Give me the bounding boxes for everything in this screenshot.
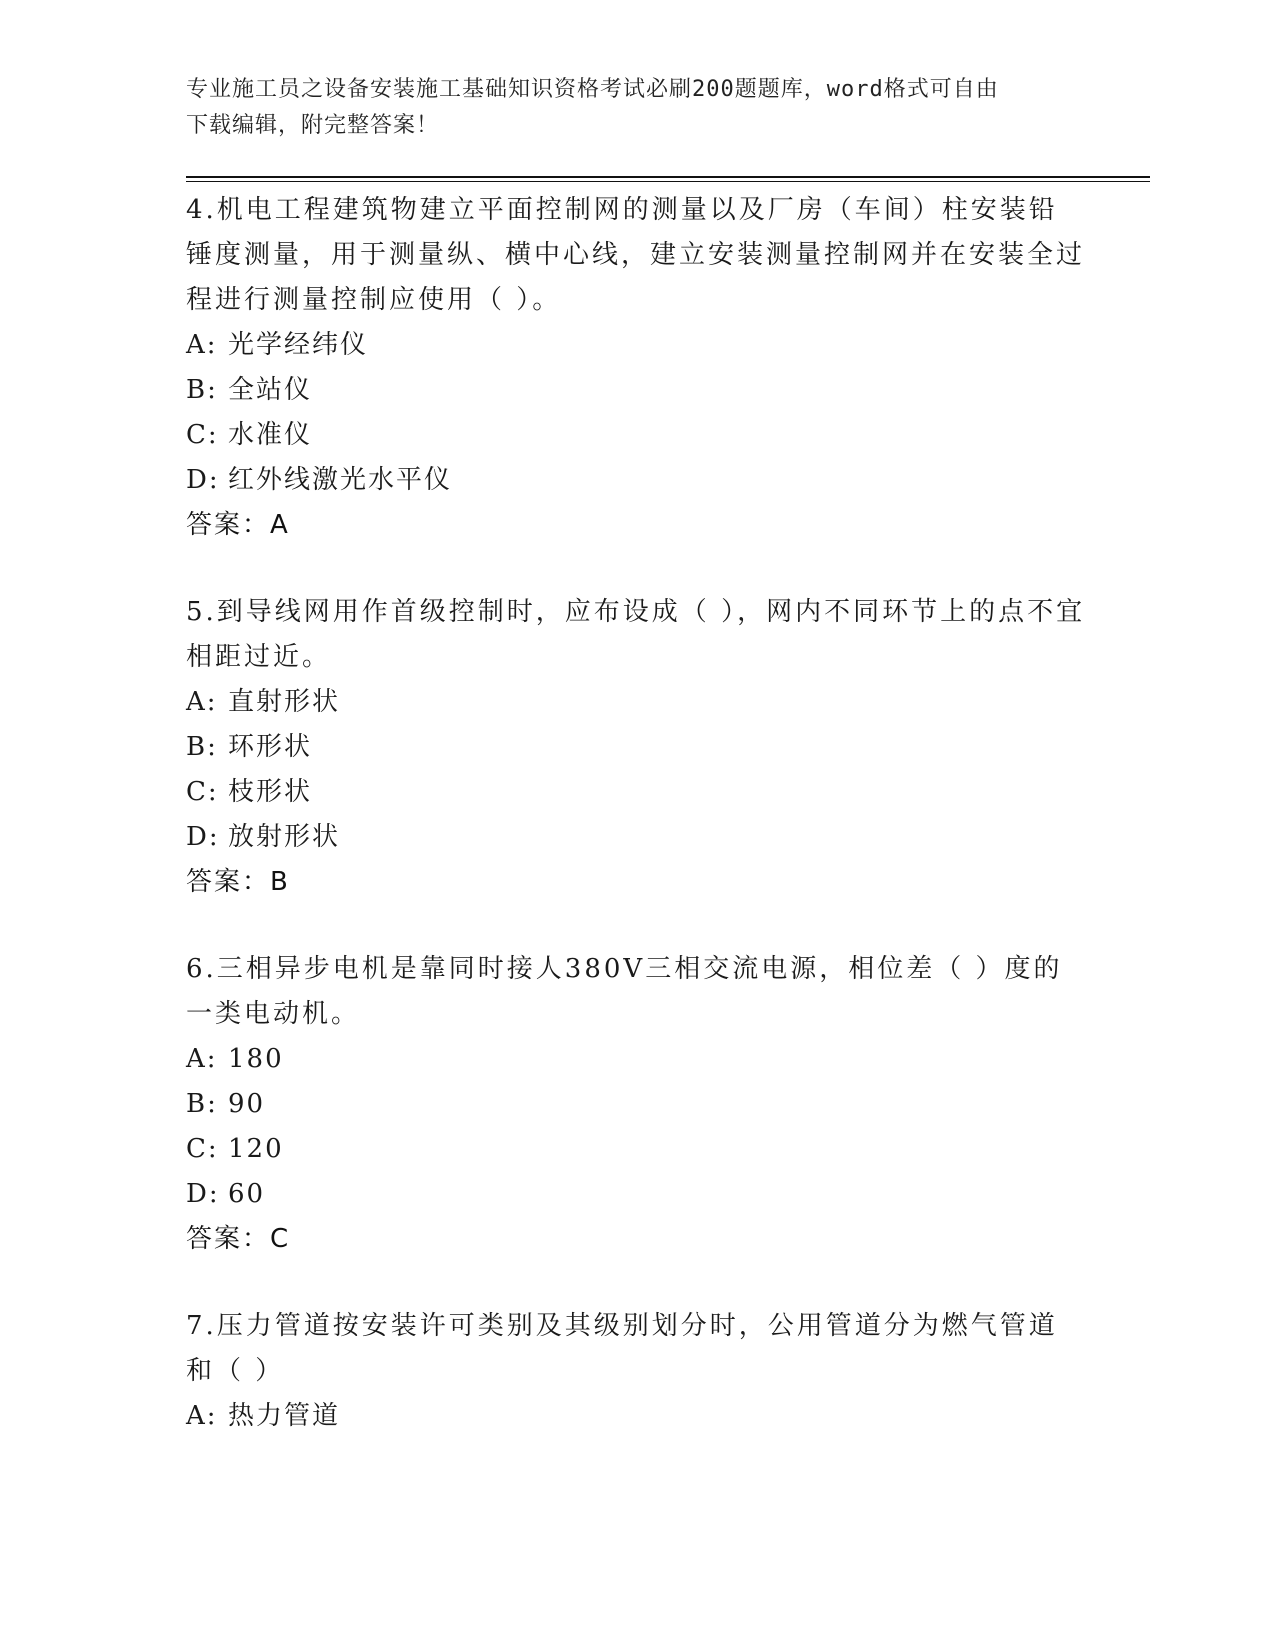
option-label: C: bbox=[186, 420, 219, 450]
option-text: 全站仪 bbox=[228, 375, 313, 405]
option-b bbox=[186, 1082, 1086, 1127]
option-label: D: bbox=[186, 1179, 220, 1209]
option-text: 红外线激光水平仪 bbox=[228, 465, 453, 495]
option-a bbox=[186, 680, 1086, 725]
option-text: 直射形状 bbox=[228, 687, 341, 717]
answer-line: 答案：A bbox=[186, 510, 290, 540]
option-label: B: bbox=[186, 375, 218, 405]
option-d bbox=[186, 815, 1086, 860]
question-5 bbox=[186, 590, 1086, 905]
option-text: 枝形状 bbox=[228, 777, 313, 807]
option-text: 热力管道 bbox=[228, 1401, 341, 1431]
header-line-2: 下载编辑，附完整答案！ bbox=[186, 113, 440, 138]
option-text: 180 bbox=[228, 1044, 284, 1074]
option-c bbox=[186, 1127, 1086, 1172]
option-a bbox=[186, 1394, 1086, 1439]
answer-line: 答案：C bbox=[186, 1224, 291, 1254]
question-6 bbox=[186, 947, 1086, 1262]
option-label: D: bbox=[186, 465, 220, 495]
option-label: C: bbox=[186, 777, 219, 807]
option-label: A: bbox=[186, 1044, 218, 1074]
option-text: 水准仪 bbox=[228, 420, 313, 450]
question-stem: 7.压力管道按安装许可类别及其级别划分时，公用管道分为燃气管道和（ ） bbox=[186, 1311, 1058, 1386]
option-label: D: bbox=[186, 822, 220, 852]
option-label: B: bbox=[186, 1089, 218, 1119]
option-c bbox=[186, 770, 1086, 815]
question-7 bbox=[186, 1304, 1086, 1439]
header-divider-thin bbox=[186, 181, 1150, 182]
option-text: 90 bbox=[228, 1089, 266, 1119]
document-header bbox=[186, 72, 1066, 144]
header-divider-thick bbox=[186, 176, 1150, 178]
option-b bbox=[186, 725, 1086, 770]
answer-line: 答案：B bbox=[186, 867, 290, 897]
option-text: 60 bbox=[228, 1179, 266, 1209]
option-text: 放射形状 bbox=[228, 822, 341, 852]
question-stem: 6.三相异步电机是靠同时接人380V三相交流电源，相位差（ ）度的一类电动机。 bbox=[186, 954, 1063, 1029]
question-stem: 4.机电工程建筑物建立平面控制网的测量以及厂房（车间）柱安装铅锤度测量，用于测量纵、横中心线，建立安装测量控制网并在安装全过程进行测量控制应使用（ ）。 bbox=[186, 195, 1086, 315]
option-a bbox=[186, 323, 1086, 368]
option-a bbox=[186, 1037, 1086, 1082]
question-stem: 5.到导线网用作首级控制时，应布设成（ ），网内不同环节上的点不宜相距过近。 bbox=[186, 597, 1086, 672]
question-list bbox=[186, 188, 1086, 1481]
option-label: A: bbox=[186, 687, 218, 717]
option-label: A: bbox=[186, 1401, 218, 1431]
question-4 bbox=[186, 188, 1086, 548]
option-text: 环形状 bbox=[228, 732, 313, 762]
option-d bbox=[186, 1172, 1086, 1217]
option-text: 120 bbox=[228, 1134, 284, 1164]
option-d bbox=[186, 458, 1086, 503]
option-label: C: bbox=[186, 1134, 219, 1164]
option-b bbox=[186, 368, 1086, 413]
option-c bbox=[186, 413, 1086, 458]
option-text: 光学经纬仪 bbox=[228, 330, 369, 360]
header-line-1: 专业施工员之设备安装施工基础知识资格考试必刷200题题库，word格式可自由 bbox=[186, 77, 999, 102]
option-label: A: bbox=[186, 330, 218, 360]
option-label: B: bbox=[186, 732, 218, 762]
